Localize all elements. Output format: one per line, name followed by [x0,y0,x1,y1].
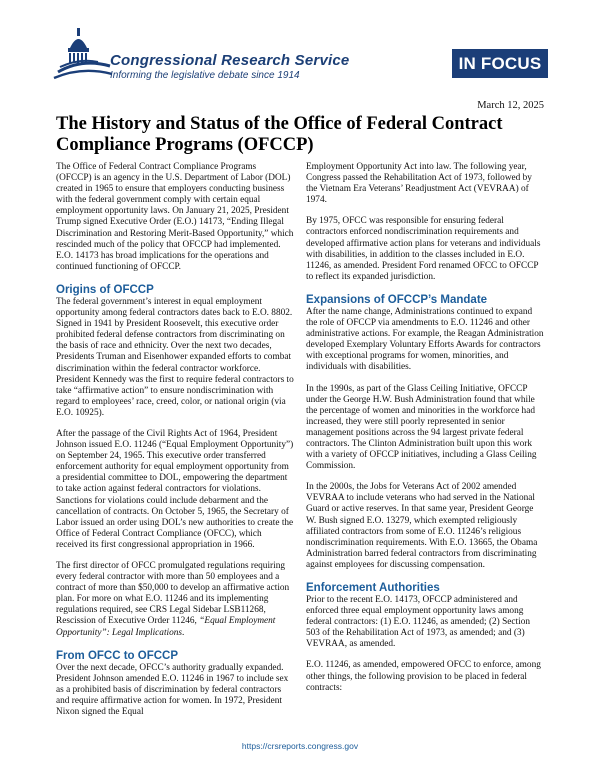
crs-report-link[interactable]: “Equal Employment Opportunity”: Legal Implications [56,616,276,638]
section-heading-enforcement: Enforcement Authorities [306,582,440,594]
expansions-paragraph-2: In the 1990s, as part of the Glass Ceiling Initiative, OFCCP under the George H.W. Bush Administration found that while the percentage of women and minorities in the workforce had increased, they were still poorly represented in senior management positions across the 94 largest private federal contractors. The Clinton Administration built upon this work with a variety of OFCCP initiatives, including a Glass Ceiling Commission. [306,383,537,472]
section-heading-ofcc-to-ofccp: From OFCC to OFCCP [56,649,179,662]
intro-paragraph: The Office of Federal Contract Compliance Programs (OFCCP) is an agency in the U.S. Department of Labor (DOL) created in 1965 to ensure that employers conducting business with the federal government comply with certain equal employment opportunity laws. On January 21, 2025, President Trump signed Executive Order (E.O.) 14173, “Ending Illegal Discrimination and Restoring Merit-Based Opportunity,” which rescinded much of the policy that OFCCP had implemented. E.O. 14173 has broad implications for the operations and continued functioning of OFCCP. [56,162,294,272]
in-focus-badge: IN FOCUS [452,49,548,78]
origins-p3-text: The first director of OFCC promulgated regulations requiring every federal contractor with more than 50 employees and a contract of more than $50,000 to develop an affirmative action plan. For more on what E.O. 11246 and its implementing regulations required, see CRS Legal Sidebar LSB11268, Rescission of Executive Order 11246, [56,561,290,627]
origins-paragraph-1: The federal government’s interest in equal employment opportunity among federal contractors dates back to E.O. 8802. Signed in 1941 by President Roosevelt, this executive order prohibited federal defense contractors from discriminating on the basis of race and ethnicity. Over the next two decades, Presidents Truman and Eisenhower expanded efforts to combat discrimination within the federal contractor workforce. President Kennedy was the first to require federal contractors to take “affirmative action” to ensure nondiscrimination with regard to employees’ race, creed, color, or national origin (via E.O. 10925). [56,296,294,418]
enforcement-paragraph-1: Prior to the recent E.O. 14173, OFCCP administered and enforced three equal employment opportunity laws among federal contractors: (1) E.O. 11246, as amended; (2) Section 503 of the Rehabilitation Act of 1973, as amended; and (3) VEVRAA, as amended. [306,595,530,650]
publication-date: March 12, 2025 [477,100,544,111]
origins-paragraph-3 [56,561,294,639]
enforcement-paragraph-2: E.O. 11246, as amended, empowered OFCC to enforce, among other things, the following provision to be placed in federal contracts: [306,660,541,693]
right-column [306,162,544,704]
ofcc-to-ofccp-paragraph-1b: Employment Opportunity Act into law. The following year, Congress passed the Rehabilitation Act of 1973, followed by the Vietnam Era Veterans’ Readjustment Act (VEVRAA) of 1974. [306,162,532,206]
section-heading-origins: Origins of OFCCP [56,283,154,296]
section-heading-expansions: Expansions of OFCCP’s Mandate [306,293,488,306]
org-name: Congressional Research Service [110,52,350,69]
page-title: The History and Status of the Office of Federal Contract Compliance Programs (OFCCP) [56,114,503,155]
ofcc-to-ofccp-paragraph-2: By 1975, OFCC was responsible for ensuring federal contractors enforced nondiscrimination requirements and developed affirmative action plans for veterans and individuals with disabilities, in addition to the classes included in E.O. 11246, as amended. President Ford renamed OFCC to OFCCP to reflect its expanded jurisdiction. [306,216,541,282]
ofcc-to-ofccp-paragraph-1a: Over the next decade, OFCC’s authority gradually expanded. President Johnson amended E.O. 11246 in 1967 to include sex as a prohibited basis of discrimination by federal contractors and require affirmative action for women. In 1972, President Nixon signed the Equal [56,662,289,718]
capitol-dome-logo-icon [52,22,112,82]
expansions-paragraph-3: In the 2000s, the Jobs for Veterans Act of 2002 amended VEVRAA to include veterans who had served in the National Guard or active reserves. In that same year, President George W. Bush signed E.O. 13279, which exempted religiously affiliated contractors from some of E.O. 11246’s religious nondiscrimination requirements. With E.O. 13665, the Obama Administration barred federal contractors from discriminating against employees for discussing compensation. [306,482,538,570]
org-tagline: Informing the legislative debate since 1914 [110,70,300,81]
origins-paragraph-2: After the passage of the Civil Rights Act of 1964, President Johnson issued E.O. 11246 (“Equal Employment Opportunity”) on September 24, 1965. This executive order transferred enforcement authority for equal employment opportunity from a presidential committee to DOL, empowering the department to take action against federal contractors for violations. Sanctions for violations could include debarment and the cancellation of contracts. On October 5, 1965, the Secretary of Labor issued an order using DOL’s new authorities to create the Office of Federal Contract Compliance (OFCC), which received its first congressional appropriation in 1966. [56,428,294,550]
report-header [0,0,600,95]
expansions-paragraph-1: After the name change, Administrations continued to expand the role of OFCCP via amendments to E.O. 11246 and other administrative actions. For example, the Reagan Administration developed Exemplary Voluntary Efforts Awards for contractors with exceptional programs for women, minorities, and individuals with disabilities. [306,306,544,373]
origins-p3-end: . [182,627,185,638]
footer-url-link[interactable]: https://crsreports.congress.gov [241,741,359,751]
left-column [56,162,294,728]
